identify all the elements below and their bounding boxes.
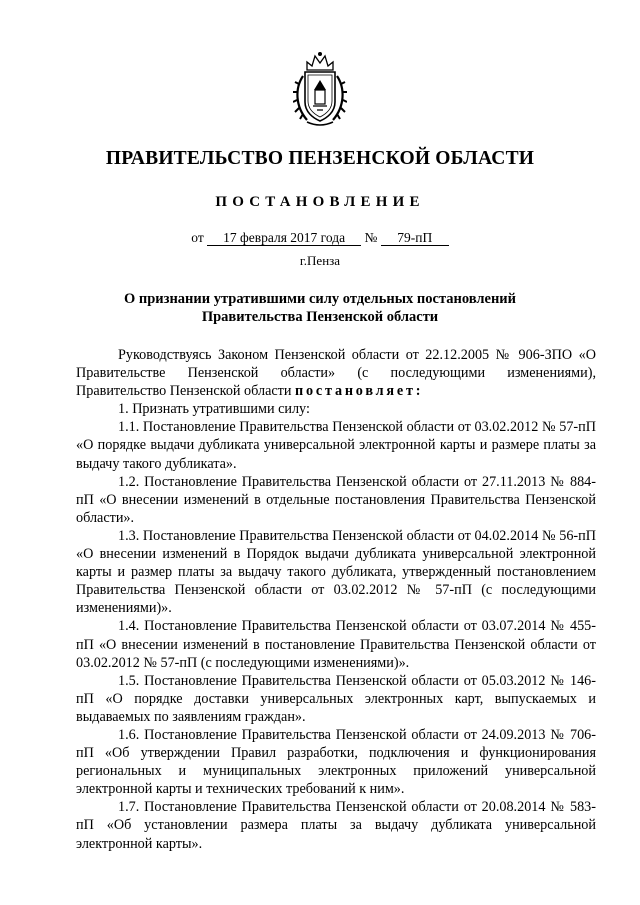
document-type-title: ПОСТАНОВЛЕНИЕ	[215, 194, 425, 210]
item-1-1: 1.1. Постановление Правительства Пензенской области от 03.02.2012 № 57-пП «О порядке выдачи дубликата универсальной электронной карты и размере платы за выдачу такого дубликата».	[76, 419, 596, 472]
item-1-3: 1.3. Постановление Правительства Пензенской области от 04.02.2014 № 56-пП «О внесении изменений в Порядок выдачи дубликата универсальной электронной карты и размер платы за выдачу такого дубликата, утвержденный постановлением Правительства Пензенской области от 03.02.2012 № 57-пП (с последующими изменениями)».	[76, 527, 596, 617]
resolves-word: постановляет:	[295, 383, 424, 400]
document-number: 79-пП	[381, 230, 449, 246]
item-1-6: 1.6. Постановление Правительства Пензенской области от 24.09.2013 № 706-пП «Об утверждении Правил разработки, подключения и функционирования региональных и муниципальных электронных приложений универсальной электронной карты и технических требований к ним».	[76, 726, 596, 798]
subject-line-1: О признании утратившими силу отдельных постановлений	[123, 291, 517, 307]
number-sign: №	[364, 230, 378, 245]
item-1-4: 1.4. Постановление Правительства Пензенской области от 03.07.2014 № 455-пП «О внесении изменений в постановление Правительства Пензенской области от 03.02.2012 № 57-пП (с последующими изменениями)».	[76, 618, 596, 671]
date-number-line	[0, 230, 640, 246]
item-1-2: 1.2. Постановление Правительства Пензенской области от 27.11.2013 № 884-пП «О внесении изменений в отдельные постановления Правительства Пензенской области».	[76, 473, 596, 526]
item-1-7: 1.7. Постановление Правительства Пензенской области от 20.08.2014 № 583-пП «Об установлении размера платы за выдачу дубликата универсальной электронной карты».	[76, 799, 596, 852]
document-subject	[0, 290, 640, 326]
city-name: г.Пенза	[299, 253, 341, 268]
organization-title: ПРАВИТЕЛЬСТВО ПЕНЗЕНСКОЙ ОБЛАСТИ	[105, 148, 535, 169]
intro-text: Руководствуясь Законом Пензенской области от 22.12.2005 № 906-ЗПО «О Правительстве Пензенской области» (с последующими изменениями), Правительство Пензенской области	[76, 347, 596, 400]
intro-paragraph	[76, 346, 596, 400]
item-1-5: 1.5. Постановление Правительства Пензенской области от 05.03.2012 № 146-пП «О порядке доставки универсальных электронных карт, выпускаемых и выдаваемых по заявлениям граждан».	[76, 672, 596, 725]
document-body	[76, 346, 596, 853]
subject-line-2: Правительства Пензенской области	[201, 309, 439, 325]
coat-of-arms-icon	[293, 50, 347, 128]
date-prefix: от	[191, 230, 204, 245]
item-1: 1. Признать утратившими силу:	[118, 401, 310, 418]
document-date: 17 февраля 2017 года	[207, 230, 361, 246]
